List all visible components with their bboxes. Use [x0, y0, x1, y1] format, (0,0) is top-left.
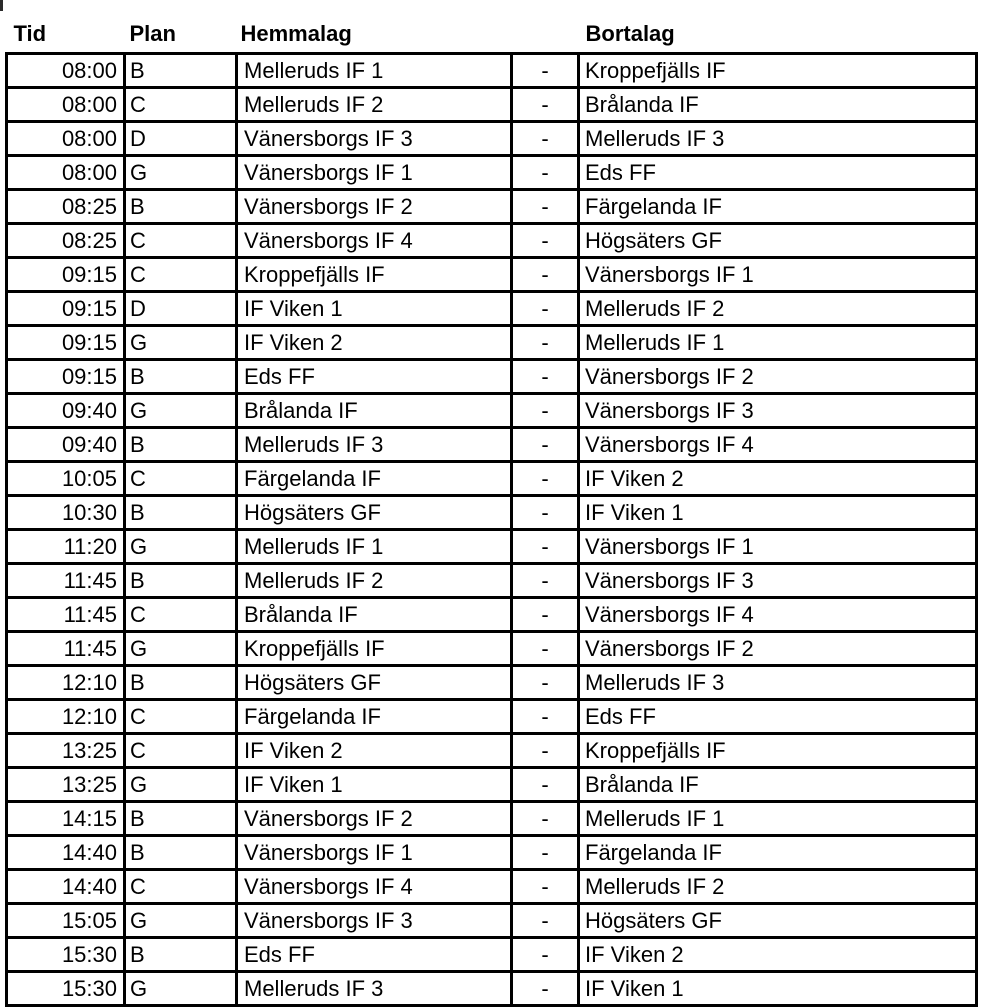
cell-plan: B — [125, 190, 237, 224]
cell-hemmalag: Högsäters GF — [237, 496, 512, 530]
cell-hemmalag: Vänersborgs IF 4 — [237, 224, 512, 258]
cell-bortalag: Färgelanda IF — [579, 190, 977, 224]
cell-plan: G — [125, 632, 237, 666]
cell-tid: 09:40 — [7, 428, 125, 462]
cell-plan: B — [125, 54, 237, 88]
cell-separator: - — [512, 972, 579, 1006]
cell-tid: 08:00 — [7, 54, 125, 88]
cell-plan: B — [125, 496, 237, 530]
cell-tid: 11:20 — [7, 530, 125, 564]
cell-plan: B — [125, 802, 237, 836]
cell-tid: 15:30 — [7, 938, 125, 972]
table-row — [7, 360, 977, 394]
cell-plan: G — [125, 156, 237, 190]
cell-separator: - — [512, 88, 579, 122]
schedule-table — [5, 14, 978, 1007]
cell-bortalag: Melleruds IF 1 — [579, 326, 977, 360]
cell-hemmalag: Brålanda IF — [237, 598, 512, 632]
table-row — [7, 768, 977, 802]
table-row — [7, 190, 977, 224]
table-row — [7, 836, 977, 870]
table-row — [7, 598, 977, 632]
cell-tid: 14:40 — [7, 870, 125, 904]
cell-bortalag: Brålanda IF — [579, 768, 977, 802]
cell-separator: - — [512, 326, 579, 360]
cell-hemmalag: Färgelanda IF — [237, 700, 512, 734]
cell-bortalag: Vänersborgs IF 3 — [579, 394, 977, 428]
cell-hemmalag: Vänersborgs IF 2 — [237, 802, 512, 836]
column-header-hemmalag: Hemmalag — [240, 21, 352, 46]
cell-hemmalag: Melleruds IF 1 — [237, 530, 512, 564]
cell-tid: 09:15 — [7, 258, 125, 292]
cell-bortalag: Vänersborgs IF 3 — [579, 564, 977, 598]
cell-bortalag: Vänersborgs IF 4 — [579, 428, 977, 462]
cell-plan: G — [125, 530, 237, 564]
cell-tid: 11:45 — [7, 598, 125, 632]
cell-separator: - — [512, 54, 579, 88]
cell-tid: 12:10 — [7, 666, 125, 700]
cell-plan: B — [125, 938, 237, 972]
cell-plan: G — [125, 904, 237, 938]
cell-tid: 15:05 — [7, 904, 125, 938]
cell-plan: B — [125, 564, 237, 598]
table-row — [7, 700, 977, 734]
table-row — [7, 496, 977, 530]
cell-hemmalag: IF Viken 2 — [237, 734, 512, 768]
cell-hemmalag: Brålanda IF — [237, 394, 512, 428]
cell-hemmalag: Eds FF — [237, 938, 512, 972]
cell-plan: B — [125, 428, 237, 462]
cell-hemmalag: Kroppefjälls IF — [237, 632, 512, 666]
cell-bortalag: Vänersborgs IF 2 — [579, 360, 977, 394]
cell-separator: - — [512, 360, 579, 394]
cell-tid: 11:45 — [7, 632, 125, 666]
cell-tid: 10:30 — [7, 496, 125, 530]
column-header-bortalag: Bortalag — [585, 21, 675, 46]
cell-separator: - — [512, 530, 579, 564]
cell-hemmalag: Färgelanda IF — [237, 462, 512, 496]
table-row — [7, 462, 977, 496]
cell-separator: - — [512, 666, 579, 700]
cell-hemmalag: Vänersborgs IF 3 — [237, 122, 512, 156]
cell-tid: 12:10 — [7, 700, 125, 734]
cell-bortalag: Färgelanda IF — [579, 836, 977, 870]
cell-bortalag: Vänersborgs IF 1 — [579, 530, 977, 564]
cell-hemmalag: IF Viken 2 — [237, 326, 512, 360]
cell-tid: 14:15 — [7, 802, 125, 836]
table-row — [7, 258, 977, 292]
cell-bortalag: Vänersborgs IF 1 — [579, 258, 977, 292]
cell-separator: - — [512, 122, 579, 156]
cell-hemmalag: Melleruds IF 2 — [237, 88, 512, 122]
cell-tid: 13:25 — [7, 768, 125, 802]
cell-separator: - — [512, 904, 579, 938]
cell-separator: - — [512, 496, 579, 530]
cell-plan: C — [125, 258, 237, 292]
cell-bortalag: IF Viken 1 — [579, 972, 977, 1006]
cell-separator: - — [512, 632, 579, 666]
cell-tid: 10:05 — [7, 462, 125, 496]
cell-hemmalag: Vänersborgs IF 4 — [237, 870, 512, 904]
cell-separator: - — [512, 768, 579, 802]
cell-bortalag: Brålanda IF — [579, 88, 977, 122]
cell-plan: G — [125, 326, 237, 360]
cell-plan: G — [125, 768, 237, 802]
cell-bortalag: Melleruds IF 3 — [579, 666, 977, 700]
cell-tid: 09:15 — [7, 326, 125, 360]
cell-bortalag: Högsäters GF — [579, 224, 977, 258]
cell-tid: 09:40 — [7, 394, 125, 428]
cell-tid: 14:40 — [7, 836, 125, 870]
cell-bortalag: Melleruds IF 3 — [579, 122, 977, 156]
cell-hemmalag: Vänersborgs IF 3 — [237, 904, 512, 938]
cell-separator: - — [512, 394, 579, 428]
cell-separator: - — [512, 598, 579, 632]
cell-separator: - — [512, 802, 579, 836]
table-row — [7, 54, 977, 88]
header-row — [7, 14, 977, 54]
cell-separator: - — [512, 938, 579, 972]
cell-separator: - — [512, 734, 579, 768]
table-row — [7, 122, 977, 156]
cell-tid: 11:45 — [7, 564, 125, 598]
cell-bortalag: IF Viken 2 — [579, 938, 977, 972]
cell-bortalag: Melleruds IF 1 — [579, 802, 977, 836]
cell-plan: B — [125, 360, 237, 394]
cell-separator: - — [512, 190, 579, 224]
cell-tid: 08:00 — [7, 122, 125, 156]
page-edge-artifact — [0, 0, 3, 11]
cell-separator: - — [512, 258, 579, 292]
cell-separator: - — [512, 564, 579, 598]
cell-bortalag: Eds FF — [579, 156, 977, 190]
cell-hemmalag: Vänersborgs IF 1 — [237, 836, 512, 870]
cell-bortalag: IF Viken 2 — [579, 462, 977, 496]
column-header-plan: Plan — [129, 21, 176, 46]
cell-hemmalag: Melleruds IF 3 — [237, 972, 512, 1006]
table-row — [7, 666, 977, 700]
cell-hemmalag: IF Viken 1 — [237, 768, 512, 802]
schedule-body — [7, 54, 977, 1006]
cell-plan: C — [125, 870, 237, 904]
cell-bortalag: Kroppefjälls IF — [579, 734, 977, 768]
cell-bortalag: Kroppefjälls IF — [579, 54, 977, 88]
cell-separator: - — [512, 836, 579, 870]
table-row — [7, 428, 977, 462]
cell-tid: 08:25 — [7, 190, 125, 224]
cell-plan: D — [125, 292, 237, 326]
table-row — [7, 292, 977, 326]
cell-hemmalag: Melleruds IF 1 — [237, 54, 512, 88]
cell-bortalag: IF Viken 1 — [579, 496, 977, 530]
cell-separator: - — [512, 462, 579, 496]
cell-separator: - — [512, 700, 579, 734]
cell-plan: C — [125, 700, 237, 734]
table-header — [7, 14, 977, 54]
cell-plan: D — [125, 122, 237, 156]
cell-plan: B — [125, 836, 237, 870]
table-row — [7, 88, 977, 122]
cell-hemmalag: Kroppefjälls IF — [237, 258, 512, 292]
column-header-separator — [512, 14, 579, 54]
cell-tid: 08:00 — [7, 156, 125, 190]
cell-bortalag: Melleruds IF 2 — [579, 292, 977, 326]
cell-bortalag: Vänersborgs IF 4 — [579, 598, 977, 632]
table-row — [7, 564, 977, 598]
table-row — [7, 224, 977, 258]
cell-separator: - — [512, 428, 579, 462]
cell-plan: C — [125, 598, 237, 632]
cell-hemmalag: Vänersborgs IF 2 — [237, 190, 512, 224]
cell-plan: C — [125, 224, 237, 258]
cell-hemmalag: IF Viken 1 — [237, 292, 512, 326]
cell-bortalag: Högsäters GF — [579, 904, 977, 938]
column-header-tid: Tid — [13, 21, 47, 46]
table-row — [7, 394, 977, 428]
cell-tid: 13:25 — [7, 734, 125, 768]
cell-hemmalag: Vänersborgs IF 1 — [237, 156, 512, 190]
cell-hemmalag: Eds FF — [237, 360, 512, 394]
cell-tid: 08:00 — [7, 88, 125, 122]
cell-separator: - — [512, 292, 579, 326]
table-row — [7, 972, 977, 1006]
cell-tid: 09:15 — [7, 292, 125, 326]
table-row — [7, 734, 977, 768]
cell-plan: C — [125, 734, 237, 768]
cell-hemmalag: Melleruds IF 2 — [237, 564, 512, 598]
cell-separator: - — [512, 870, 579, 904]
cell-separator: - — [512, 224, 579, 258]
cell-tid: 09:15 — [7, 360, 125, 394]
table-row — [7, 156, 977, 190]
table-row — [7, 938, 977, 972]
cell-tid: 08:25 — [7, 224, 125, 258]
cell-bortalag: Vänersborgs IF 2 — [579, 632, 977, 666]
cell-bortalag: Eds FF — [579, 700, 977, 734]
schedule-page — [5, 14, 978, 1007]
cell-hemmalag: Högsäters GF — [237, 666, 512, 700]
cell-tid: 15:30 — [7, 972, 125, 1006]
cell-plan: C — [125, 88, 237, 122]
cell-bortalag: Melleruds IF 2 — [579, 870, 977, 904]
cell-plan: G — [125, 394, 237, 428]
table-row — [7, 802, 977, 836]
table-row — [7, 632, 977, 666]
cell-separator: - — [512, 156, 579, 190]
cell-plan: C — [125, 462, 237, 496]
table-row — [7, 530, 977, 564]
cell-plan: B — [125, 666, 237, 700]
cell-plan: G — [125, 972, 237, 1006]
table-row — [7, 870, 977, 904]
table-row — [7, 326, 977, 360]
table-row — [7, 904, 977, 938]
cell-hemmalag: Melleruds IF 3 — [237, 428, 512, 462]
